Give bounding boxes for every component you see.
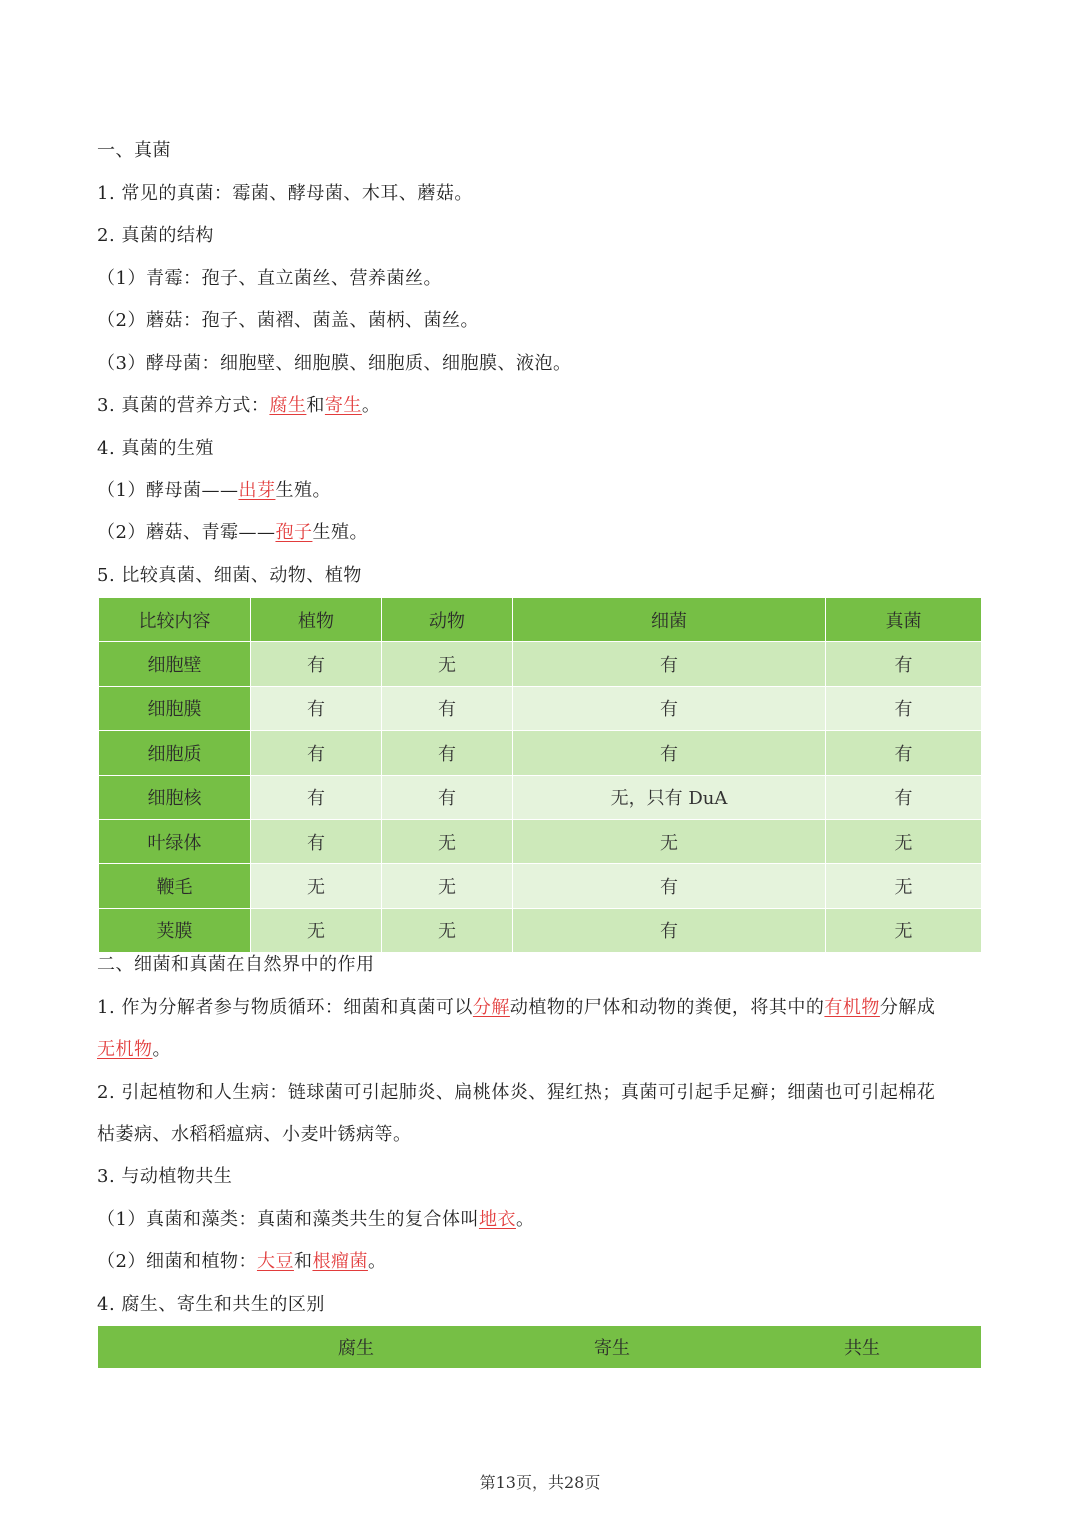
page-number: 第13页，共28页 [479,1473,601,1492]
table-cell: 有 [826,686,982,730]
paragraph-nodule [97,1250,386,1274]
paragraph-difference: 4. 腐生、寄生和共生的区别 [97,1294,325,1315]
table-row [99,908,982,952]
header-cell: 植物 [251,598,382,642]
table-cell: 有 [251,819,382,863]
table-cell: 有 [513,686,826,730]
text: 。 [361,395,381,416]
row-label: 鞭毛 [99,864,251,908]
highlight-parasitic: 寄生 [324,395,362,416]
table-cell: 有 [382,686,513,730]
paragraph-disease: 2. 引起植物和人生病：链球菌可引起肺炎、扁桃体炎、猩红热；真菌可引起手足癣；细菌也可引起棉花 [97,1082,936,1103]
paragraph-disease-cont: 枯萎病、水稻稻瘟病、小麦叶锈病等。 [97,1124,412,1145]
table-row [99,731,982,775]
paragraph-fungi-structure: 2. 真菌的结构 [97,225,214,246]
header-cell: 寄生 [481,1326,743,1368]
paragraph-nutrition-mode [97,394,380,418]
highlight-soybean: 大豆 [256,1251,294,1272]
table-cell: 无 [382,819,513,863]
table-cell: 无 [826,864,982,908]
table-cell: 无 [382,908,513,952]
table-cell: 无 [513,819,826,863]
highlight-spore: 孢子 [275,522,313,543]
header-cell [98,1326,231,1368]
table-cell: 有 [826,642,982,686]
table-cell: 无 [826,908,982,952]
text: 。 [152,1039,171,1060]
highlight-lichen: 地衣 [478,1209,516,1230]
header-cell: 真菌 [826,598,982,642]
table-cell: 有 [382,775,513,819]
table-header-row [98,1326,981,1368]
paragraph-mushroom: （2）蘑菇：孢子、菌褶、菌盖、菌柄、菌丝。 [97,310,479,331]
table-row [99,775,982,819]
row-label: 荚膜 [99,908,251,952]
highlight-decompose: 分解 [472,997,510,1018]
paragraph-penicillium: （1）青霉：孢子、直立菌丝、营养菌丝。 [97,268,442,289]
paragraph-reproduction: 4. 真菌的生殖 [97,438,214,459]
table-cell: 有 [382,731,513,775]
header-cell: 动物 [382,598,513,642]
text: 1. 作为分解者参与物质循环：细菌和真菌可以 [97,997,473,1018]
text: 。 [367,1251,387,1272]
text: 和 [293,1251,313,1272]
text: 动植物的尸体和动物的粪便，将其中的 [509,997,825,1018]
paragraph-decomposer-cont [97,1038,171,1062]
table-cell: 无，只有 DuA [513,775,826,819]
table-cell: 有 [513,908,826,952]
highlight-inorganic-matter: 无机物 [97,1039,153,1060]
section-heading-roles: 二、细菌和真菌在自然界中的作用 [97,954,375,975]
text: （2）蘑菇、青霉—— [97,522,276,543]
paragraph-spore-reproduction [97,521,368,545]
header-cell: 腐生 [231,1326,481,1368]
table-row [99,686,982,730]
row-label: 细胞质 [99,731,251,775]
text: 生殖。 [275,480,331,501]
table-cell: 无 [826,819,982,863]
text: 分解成 [879,997,936,1018]
table-cell: 有 [513,731,826,775]
comparison-table [98,597,982,953]
text: （1）真菌和藻类：真菌和藻类共生的复合体叫 [97,1209,479,1230]
highlight-rhizobium: 根瘤菌 [312,1251,368,1272]
table-row [99,642,982,686]
paragraph-lichen [97,1208,534,1232]
text: 3. 真菌的营养方式： [97,395,270,416]
paragraph-decomposer [97,996,935,1020]
text: 生殖。 [312,522,368,543]
table-cell: 无 [382,864,513,908]
table-cell: 有 [251,686,382,730]
table-cell: 无 [251,908,382,952]
paragraph-yeast-budding [97,479,331,503]
text: 。 [515,1209,535,1230]
table-cell: 有 [251,642,382,686]
row-label: 细胞壁 [99,642,251,686]
table-row [99,864,982,908]
highlight-organic-matter: 有机物 [824,997,880,1018]
header-cell: 细菌 [513,598,826,642]
paragraph-symbiosis: 3. 与动植物共生 [97,1166,233,1187]
table-cell: 有 [513,864,826,908]
table-row [99,819,982,863]
table-cell: 有 [251,775,382,819]
paragraph-compare-title: 5. 比较真菌、细菌、动物、植物 [97,565,362,586]
row-label: 细胞核 [99,775,251,819]
table-cell: 有 [513,642,826,686]
header-cell: 共生 [743,1326,981,1368]
lifestyle-table [98,1326,981,1368]
header-cell: 比较内容 [99,598,251,642]
row-label: 叶绿体 [99,819,251,863]
highlight-budding: 出芽 [238,480,276,501]
table-cell: 有 [826,731,982,775]
section-heading-fungi: 一、真菌 [97,140,171,161]
table-cell: 无 [382,642,513,686]
text: （1）酵母菌—— [97,480,239,501]
row-label: 细胞膜 [99,686,251,730]
table-cell: 有 [251,731,382,775]
table-cell: 有 [826,775,982,819]
paragraph-common-fungi: 1. 常见的真菌：霉菌、酵母菌、木耳、蘑菇。 [97,183,473,204]
text: 和 [306,395,325,416]
paragraph-yeast: （3）酵母菌：细胞壁、细胞膜、细胞质、细胞膜、液泡。 [97,353,572,374]
table-header-row [99,598,982,642]
table-cell: 无 [251,864,382,908]
highlight-saprophytic: 腐生 [269,395,307,416]
text: （2）细菌和植物： [97,1251,257,1272]
